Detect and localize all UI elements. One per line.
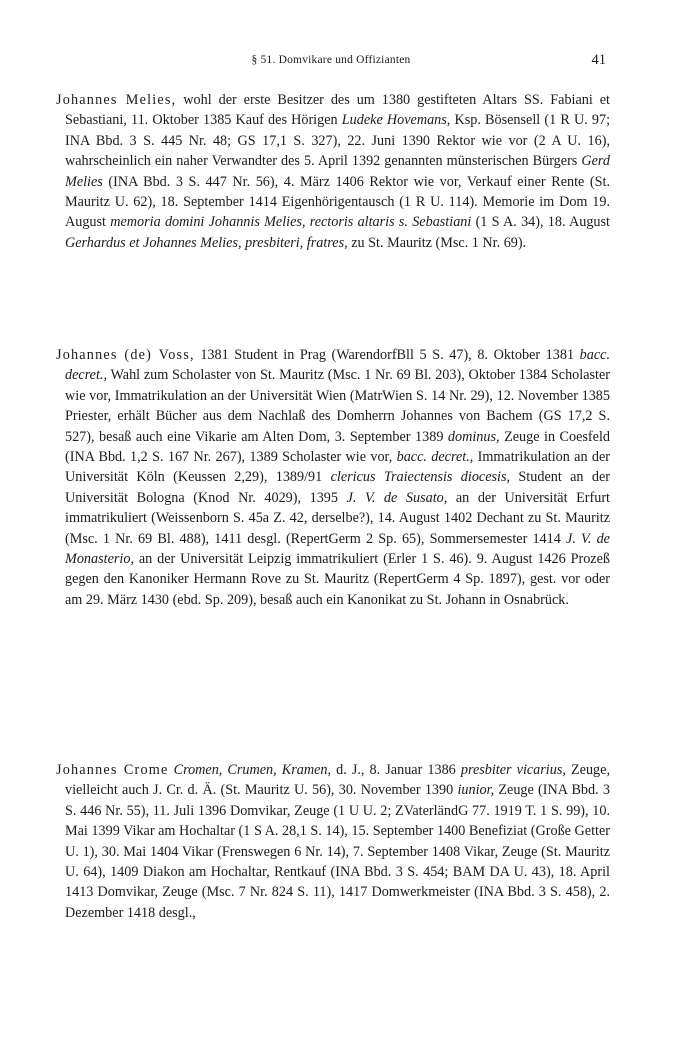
italic-segment: presbiter vicarius, [460,762,566,778]
entry-johannes-melies [56,90,610,253]
text-segment: Immatrikulation an der Universität Köln (Keussen 2,29), 1389/91 [65,449,610,486]
page-number: 41 [591,52,606,68]
text-segment: d. J., 8. Januar 1386 [331,762,461,778]
text-segment: an der Universität Leipzig immatrikuliert (Erler 1 S. 46). 9. August 1426 Prozeß gegen den Kanoniker Hermann Rove zu St. Mauritz (RepertGerm 4 Sp. 1897), gest. vor oder am 29. März 1430 (ebd. Sp. 209), besaß auch ein Kanonikat zu St. Johann in Osnabrück. [65,551,610,608]
entry-name: Johannes (de) Voss, [56,347,195,363]
italic-segment: J. V. de Susato, [346,489,448,506]
italic-segment: bacc. decret., [65,347,610,384]
entry-text [56,90,610,253]
italic-segment: memoria domini Johannis Melies, rectoris altaris s. Sebastiani [110,214,472,231]
text-segment: (1 S A. 34), 18. August [471,214,610,231]
text-segment: an der Universität Erfurt immatrikuliert (Weissenborn S. 45a Z. 42, derselbe?), 14. August 1402 Dechant zu St. Mauritz (Msc. 1 Nr. 69 Bl. 488), 1411 desgl. (RepertGerm 2 Sp. 65), Sommersemester 1414 [65,489,610,547]
entry-text [56,345,610,610]
text-segment: (INA Bbd. 3 S. 447 Nr. 56), 4. März 1406 Rektor wie vor, Verkauf einer Rente (St. Mauritz U. 62), 18. September 1414 Eigenhörigentausch (1 R U. 114). Memorie im Dom 19. August [65,173,610,231]
italic-segment: Cromen, Crumen, Kramen, [173,762,332,778]
entry-name: Johannes Melies, [56,92,177,108]
text-segment: Zeuge, vielleicht auch J. Cr. d. Ä. (St. Mauritz U. 56), 30. November 1390 [65,762,610,799]
entry-text [56,760,610,923]
text-segment: Zeuge (INA Bbd. 3 S. 446 Nr. 55), 11. Juli 1396 Domvikar, Zeuge (1 U U. 2; ZVaterländG 77. 1919 T. 1 S. 99), 10. Mai 1399 Vikar am Hochaltar (1 S A. 28,1 S. 14), 15. September 1400 Benefiziat (Große Getter U. 1), 30. Mai 1404 Vikar (Frenswegen 6 Nr. 14), 7. September 1408 Vikar, Zeuge (St. Mauritz U. 64), 1409 Diakon am Hochaltar, Rentkauf (INA Bbd. 3 S. 454; BAM DA U. 43), 18. April 1413 Domvikar, Zeuge (Msc. 7 Nr. 824 S. 11), 1417 Domwerkmeister (INA Bbd. 3 S. 458), 2. Dezember 1418 desgl., [65,782,610,921]
italic-segment: dominus, [447,428,500,445]
italic-segment: Gerd Melies [65,153,610,190]
italic-segment: clericus Traiectensis diocesis, [330,469,511,486]
entry-name: Johannes Crome [56,762,169,778]
entry-johannes-voss [56,345,610,610]
text-segment: 1381 Student in Prag (WarendorfBll 5 S. 47), 8. Oktober 1381 [194,347,580,363]
page-header [56,52,606,72]
italic-segment: iunior, [457,782,495,799]
text-segment: wohl der erste Besitzer des um 1380 gestifteten Altars SS. Fabiani et Sebastiani, 11. Oktober 1385 Kauf des Hörigen [65,92,610,129]
italic-segment: bacc. decret., [396,449,474,466]
text-segment: Student an der Universität Bologna (Knod Nr. 4029), 1395 [65,469,610,506]
italic-segment: Ludeke Hovemans, [341,112,451,129]
italic-segment: J. V. de Monasterio, [65,530,610,568]
entry-johannes-crome [56,760,610,923]
text-segment: Wahl zum Scholaster von St. Mauritz (Msc. 1 Nr. 69 Bl. 203), Oktober 1384 Scholaster wie vor, Immatrikulation an der Universität Wien (MatrWien S. 14 Nr. 29), 12. November 1385 Priester, erhält Bücher aus dem Nachlaß des Domherrn Johannes von Bachem (GS 17,2 S. 527), besaß auch eine Vikarie am Alten Dom, 3. September 1389 [65,367,610,445]
text-segment: Zeuge in Coesfeld (INA Bbd. 1,2 S. 167 Nr. 267), 1389 Scholaster wie vor, [65,428,610,466]
running-head: § 51. Domvikare und Offizianten [251,54,411,66]
text-segment: Ksp. Bösensell (1 R U. 97; INA Bbd. 3 S. 445 Nr. 48; GS 17,1 S. 327), 22. Juni 1390 Rektor wie vor (2 A U. 16), wahrscheinlich ein naher Verwandter des 5. April 1392 genannten münsterischen Bürgers [65,112,611,170]
text-segment: zu St. Mauritz (Msc. 1 Nr. 69). [347,234,527,251]
italic-segment: Gerhardus et Johannes Melies, presbiteri, fratres, [65,234,348,251]
